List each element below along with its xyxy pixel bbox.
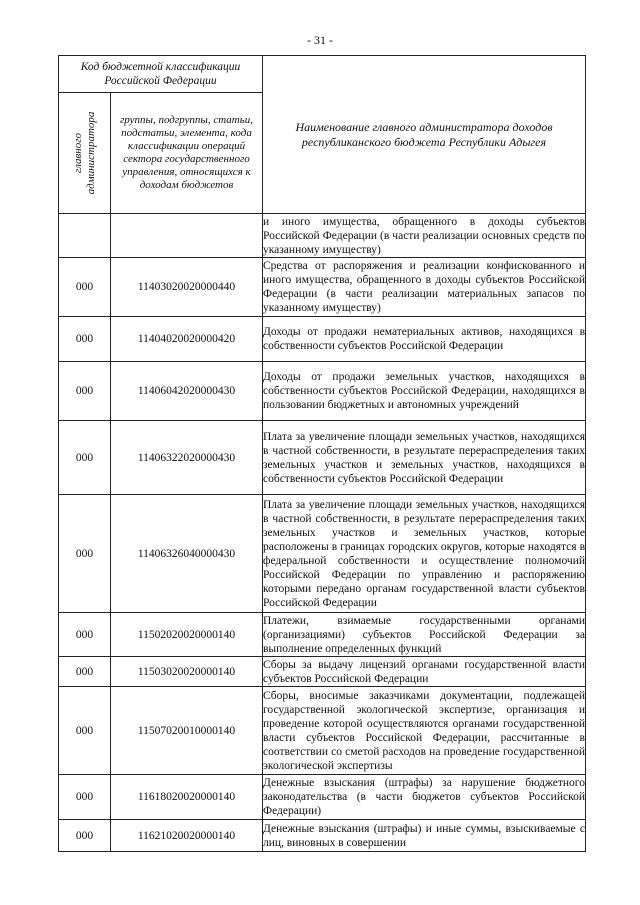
- classification-code-cell: 11503020020000140: [111, 657, 263, 687]
- income-name-cell: Плата за увеличение площади земельных участков, находящихся в частной собственности, в результате перераспределения таких земельных участков и земельных участков, находящихся в собственности субъектов Российской Федерации: [263, 421, 586, 495]
- table-row: [59, 362, 586, 421]
- classification-code-cell: 11502020020000140: [111, 613, 263, 657]
- admin-code-cell: 000: [59, 258, 111, 317]
- income-name-cell: Сборы, вносимые заказчиками документации, подлежащей государственной экологической экспертизе, организация и проведение которой осуществляются органами государственной власти субъектов Российской Федерации, рассчитанные в соответствии со сметой расходов на проведение государственной экологической экспертизы: [263, 687, 586, 775]
- classification-code-cell: 11507020010000140: [111, 687, 263, 775]
- groups-header: группы, подгруппы, статьи, подстатьи, элемента, кода классификации операций сектора государственного управления, относящихся к доходам бюджетов: [111, 93, 263, 214]
- table-row: [59, 613, 586, 657]
- income-name-cell: Денежные взыскания (штрафы) и иные суммы, взыскиваемые с лиц, виновных в совершении: [263, 820, 586, 852]
- table-row: [59, 421, 586, 495]
- page-number: - 31 -: [307, 33, 333, 47]
- table-row: [59, 687, 586, 775]
- classification-code-cell: 11406322020000430: [111, 421, 263, 495]
- classification-code-cell: 11403020020000440: [111, 258, 263, 317]
- admin-code-cell: 000: [59, 421, 111, 495]
- header-row-top: [59, 56, 586, 93]
- classification-code-cell: 11406326040000430: [111, 495, 263, 613]
- income-name-cell: Плата за увеличение площади земельных участков, находящихся в частной собственности, в результате перераспределения таких земельных участков и земельных участков, которые расположены в границах городских округов, которые находятся в федеральной собственности и осуществление полномочий Российской Федерации по управлению и распоряжению которыми передано органам государственной власти субъектов Российской Федерации: [263, 495, 586, 613]
- admin-code-header-text: главного администратора: [72, 111, 97, 195]
- table-row: [59, 258, 586, 317]
- table-row: [59, 214, 586, 258]
- classification-code-cell: 11406042020000430: [111, 362, 263, 421]
- income-name-cell: Доходы от продажи нематериальных активов, находящихся в собственности субъектов Российской Федерации: [263, 317, 586, 362]
- classification-code-cell: [111, 214, 263, 258]
- income-name-cell: и иного имущества, обращенного в доходы субъектов Российской Федерации (в части реализации основных средств по указанному имуществу): [263, 215, 585, 256]
- classification-code-cell: 11621020020000140: [111, 820, 263, 852]
- admin-code-cell: 000: [59, 495, 111, 613]
- table-row: [59, 775, 586, 820]
- table-row: [59, 657, 586, 687]
- classification-code-cell: 11618020020000140: [111, 775, 263, 820]
- admin-code-cell: 000: [59, 317, 111, 362]
- income-name-cell: Средства от распоряжения и реализации конфискованного и иного имущества, обращенного в доходы субъектов Российской Федерации (в части реализации материальных запасов по указанному имуществу): [263, 258, 586, 317]
- admin-code-cell: 000: [59, 613, 111, 657]
- table-row: [59, 820, 586, 852]
- admin-code-header: [59, 93, 111, 214]
- admin-code-cell: 000: [59, 657, 111, 687]
- bk-code-header: Код бюджетной классификации Российской Федерации: [59, 56, 263, 93]
- admin-code-cell: 000: [59, 775, 111, 820]
- admin-name-header: Наименование главного администратора доходов республиканского бюджета Республики Адыгея: [263, 56, 586, 214]
- admin-code-cell: 000: [59, 820, 111, 852]
- income-name-cell: Доходы от продажи земельных участков, находящихся в собственности субъектов Российской Федерации, находящихся в пользовании бюджетных и автономных учреждений: [263, 362, 586, 421]
- admin-code-cell: 000: [59, 687, 111, 775]
- table-row: [59, 495, 586, 613]
- admin-code-cell: 000: [59, 362, 111, 421]
- budget-classification-table: [58, 55, 586, 852]
- income-name-cell: Сборы за выдачу лицензий органами государственной власти субъектов Российской Федерации: [263, 658, 585, 685]
- income-name-cell: Денежные взыскания (штрафы) за нарушение бюджетного законодательства (в части бюджетов субъектов Российской Федерации): [263, 775, 586, 820]
- admin-code-cell: [59, 214, 111, 258]
- table-row: [59, 317, 586, 362]
- income-name-cell: Платежи, взимаемые государственными органами (организациями) субъектов Российской Федерации за выполнение определенных функций: [263, 614, 585, 655]
- classification-code-cell: 11404020020000420: [111, 317, 263, 362]
